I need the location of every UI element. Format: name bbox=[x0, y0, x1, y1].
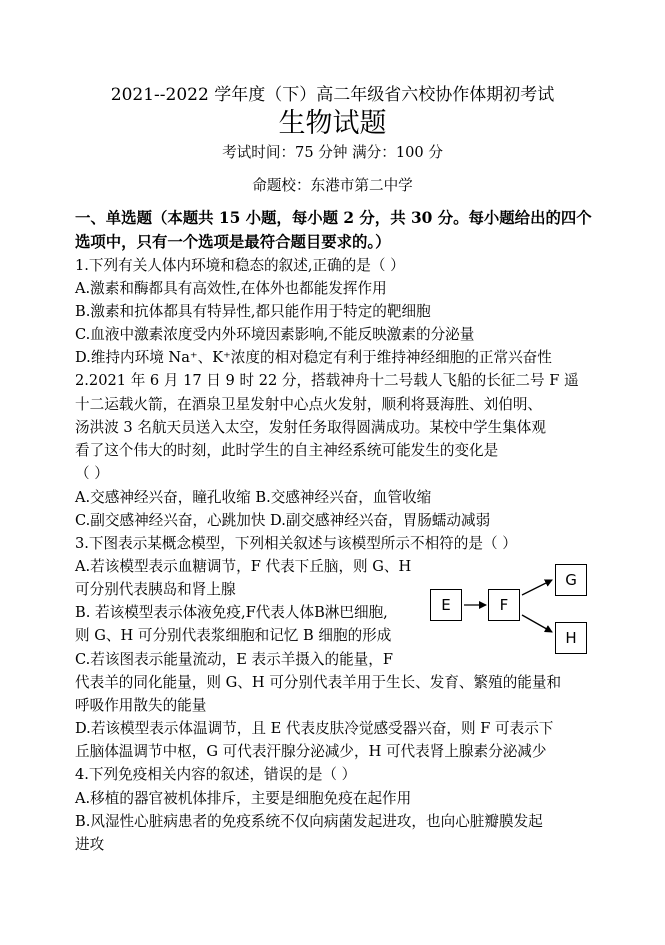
exam-title: 2021--2022 学年度（下）高二年级省六校协作体期初考试 bbox=[110, 85, 555, 105]
q2-stem-line1: 2.2021 年 6 月 17 日 9 时 22 分，搭载神舟十二号载人飞船的长征二号 F 遥 bbox=[75, 372, 579, 389]
q2-stem-line3: 汤洪波 3 名航天员送入太空，发射任务取得圆满成功。某校中学生集体观 bbox=[75, 419, 546, 436]
section-heading-line1: 一、单选题（本题共 15 小题，每小题 2 分，共 30 分。每小题给出的四个 bbox=[75, 209, 592, 227]
q4-option-a: A.移植的器官被机体排斥，主要是细胞免疫在起作用 bbox=[75, 790, 412, 807]
q3-option-b-line1: B. 若该模型表示体液免疫,F代表人体B淋巴细胞, bbox=[75, 604, 388, 621]
q3-option-c-line3: 呼吸作用散失的能量 bbox=[75, 697, 207, 714]
diagram-box-e: E bbox=[430, 589, 462, 621]
q3-option-d-line1: D.若该模型表示体温调节，且 E 代表皮肤冷觉感受器兴奋，则 F 可表示下 bbox=[75, 720, 554, 737]
q3-stem: 3.下图表示某概念模型，下列相关叙述与该模型所示不相符的是（ ） bbox=[75, 535, 517, 552]
diagram-box-g: G bbox=[555, 564, 587, 596]
q3-option-b-line2: 则 G、H 可分别代表浆细胞和记忆 B 细胞的形成 bbox=[75, 627, 392, 644]
q2-stem-line4: 看了这个伟大的时刻，此时学生的自主神经系统可能发生的变化是 bbox=[75, 442, 499, 459]
q4-stem: 4.下列免疫相关内容的叙述，错误的是（ ） bbox=[75, 766, 357, 783]
diagram-box-f: F bbox=[488, 589, 520, 621]
q1-option-b: B.激素和抗体都具有特异性,都只能作用于特定的靶细胞 bbox=[75, 303, 431, 320]
q3-option-c-line2: 代表羊的同化能量，则 G、H 可分别代表羊用于生长、发育、繁殖的能量和 bbox=[75, 674, 562, 691]
q3-option-d-line2: 丘脑体温调节中枢，G 可代表汗腺分泌减少，H 可代表肾上腺素分泌减少 bbox=[75, 743, 547, 760]
arrow-f-to-h bbox=[522, 615, 552, 632]
q3-option-c-line1: C.若该图表示能量流动，E 表示羊摄入的能量，F bbox=[75, 651, 393, 668]
arrow-f-to-g bbox=[522, 580, 552, 595]
q2-answer-blank: （ ） bbox=[75, 465, 109, 482]
diagram-box-h: H bbox=[555, 622, 587, 654]
q1-option-a: A.激素和酶都具有高效性,在体外也都能发挥作用 bbox=[75, 280, 387, 297]
q2-options-cd: C.副交感神经兴奋，心跳加快 D.副交感神经兴奋，胃肠蠕动减弱 bbox=[75, 512, 491, 529]
section-heading-line2: 选项中，只有一个选项是最符合题目要求的。） bbox=[75, 233, 391, 251]
exam-time-info: 考试时间：75 分钟 满分：100 分 bbox=[222, 144, 443, 161]
subject-title: 生物试题 bbox=[278, 108, 387, 139]
q1-option-c: C.血液中激素浓度受内外环境因素影响,不能反映激素的分泌量 bbox=[75, 326, 475, 343]
q2-options-ab: A.交感神经兴奋，瞳孔收缩 B.交感神经兴奋，血管收缩 bbox=[75, 489, 432, 506]
q3-option-a-line2: 可分别代表胰岛和肾上腺 bbox=[75, 581, 236, 598]
q4-option-b-line2: 进攻 bbox=[75, 836, 105, 853]
q3-option-a-line1: A.若该模型表示血糖调节，F 代表下丘脑，则 G、H bbox=[75, 558, 412, 575]
school-info: 命题校：东港市第二中学 bbox=[252, 177, 413, 194]
q4-option-b-line1: B.风湿性心脏病患者的免疫系统不仅向病菌发起进攻，也向心脏瓣膜发起 bbox=[75, 813, 543, 830]
q1-stem: 1.下列有关人体内环境和稳态的叙述,正确的是（ ） bbox=[75, 257, 405, 274]
q1-option-d: D.维持内环境 Na⁺、K⁺浓度的相对稳定有利于维持神经细胞的正常兴奋性 bbox=[75, 349, 552, 366]
q2-stem-line2: 十二运载火箭，在酒泉卫星发射中心点火发射，顺利将聂海胜、刘伯明、 bbox=[75, 396, 543, 413]
